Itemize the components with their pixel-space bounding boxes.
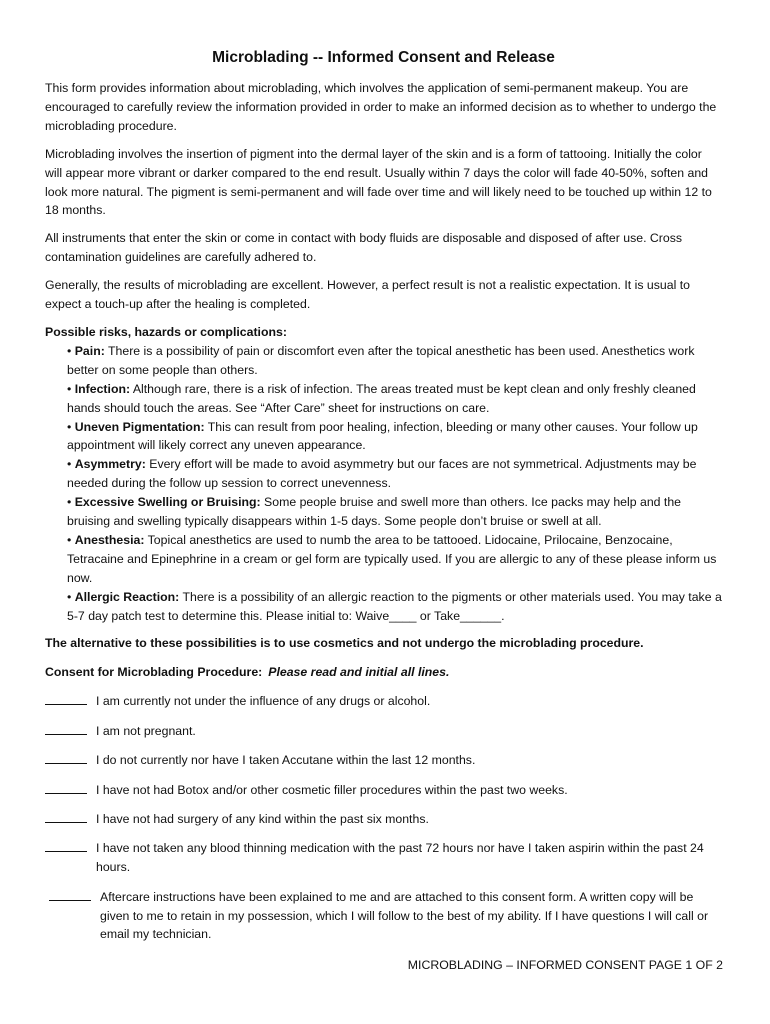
risk-text: There is a possibility of an allergic reaction to the pigments or other materials used. You may take a 5-7 day patch test to determine this. Please initial to: Waive____ or Take______. <box>67 589 722 623</box>
document-title: Microblading -- Informed Consent and Release <box>212 49 555 66</box>
risk-text: Although rare, there is a risk of infection. The areas treated must be kept clean and only freshly cleaned hands should touch the areas. See “After Care” sheet for instructions on care. <box>67 381 696 415</box>
risk-text: Some people bruise and swell more than others. Ice packs may help and the bruising and swelling typically disappears within 1-5 days. Some people don’t bruise or swell at all. <box>67 495 682 529</box>
consent-line-accutane <box>45 751 722 770</box>
page-footer: MICROBLADING – INFORMED CONSENT PAGE 1 OF 2 <box>407 958 723 972</box>
initial-blank[interactable] <box>45 692 87 705</box>
risk-item-swelling-bruising: • Excessive Swelling or Bruising: Some people bruise and swell more than others. Ice packs may help and the bruising and swelling typically disappears within 1-5 days. Some people don’t bruise or swell at all. <box>67 495 682 529</box>
risk-label: Infection: <box>74 381 131 396</box>
risk-item-anesthesia: • Anesthesia: Topical anesthetics are used to numb the area to be tattooed. Lidocaine, Prilocaine, Benzocaine, Tetracaine and Epinephrine in a cream or gel form are typically used. If you are allergic to any of these please inform us now. <box>67 532 717 585</box>
risk-text: Topical anesthetics are used to numb the area to be tattooed. Lidocaine, Prilocaine, Benzocaine, Tetracaine and Epinephrine in a cream or gel form are typically used. If you are allergic to any of these please inform us now. <box>67 532 717 585</box>
initial-blank[interactable] <box>45 751 87 764</box>
consent-line-blood-thinners <box>45 839 722 877</box>
consent-line-pregnant <box>45 722 722 741</box>
risk-label: Asymmetry: <box>74 457 146 472</box>
consent-line-drugs <box>45 692 722 711</box>
initial-blank[interactable] <box>45 810 87 823</box>
risk-item-pain: • Pain: There is a possibility of pain or discomfort even after the topical anesthetic has been used. Anesthetics work better on some people than others. <box>67 343 695 377</box>
consent-line-aftercare <box>49 888 722 945</box>
initial-blank[interactable] <box>45 781 87 794</box>
procedure-paragraph: Microblading involves the insertion of pigment into the dermal layer of the skin and is a form of tattooing. Initially the color will appear more vibrant or darker compared to the end result. Usually within 7 days the color will fade 40-50%, soften and look more natural. The pigment is semi-permanent and will fade over time and will likely need to be touched up within 12 to 18 months. <box>45 146 712 218</box>
risks-heading: Possible risks, hazards or complications: <box>45 324 287 339</box>
risk-item-asymmetry: • Asymmetry: Every effort will be made to avoid asymmetry but our faces are not symmetrical. Adjustments may be needed during the follow up session to correct unevenness. <box>67 457 697 491</box>
initial-blank[interactable] <box>49 888 91 901</box>
instruments-paragraph: All instruments that enter the skin or come in contact with body fluids are disposable and disposed of after use. Cross contamination guidelines are carefully adhered to. <box>45 231 683 265</box>
risk-label: Allergic Reaction: <box>74 589 180 604</box>
risk-label: Pain: <box>74 343 105 358</box>
initial-blank[interactable] <box>45 839 87 852</box>
consent-line-botox <box>45 781 722 800</box>
consent-line-text: Aftercare instructions have been explained to me and are attached to this consent form. A written copy will be given to me to retain in my possession, which I will follow to the best of my ability. If I have questions I will call or email my technician. <box>100 889 709 942</box>
risk-text: Every effort will be made to avoid asymmetry but our faces are not symmetrical. Adjustments may be needed during the follow up session to correct unevenness. <box>67 457 697 491</box>
risk-label: Excessive Swelling or Bruising: <box>74 495 261 510</box>
risk-label: Anesthesia: <box>74 532 145 547</box>
risk-item-uneven-pigmentation: • Uneven Pigmentation: This can result from poor healing, infection, bleeding or many other causes. Your follow up appointment will likely correct any uneven appearance. <box>67 419 698 453</box>
consent-label: Consent for Microblading Procedure: <box>45 665 263 680</box>
consent-heading <box>45 663 722 682</box>
risk-item-infection: • Infection: Although rare, there is a risk of infection. The areas treated must be kept clean and only freshly cleaned hands should touch the areas. See “After Care” sheet for instructions on care. <box>67 381 696 415</box>
consent-line-text: I have not taken any blood thinning medication with the past 72 hours nor have I taken aspirin within the past 24 hours. <box>96 841 704 875</box>
consent-instruction: Please read and initial all lines. <box>268 665 450 680</box>
consent-line-surgery <box>45 810 722 829</box>
risk-item-allergic-reaction: • Allergic Reaction: There is a possibility of an allergic reaction to the pigments or other materials used. You may take a 5-7 day patch test to determine this. Please initial to: Waive____ or Take______. <box>67 589 722 623</box>
intro-paragraph: This form provides information about microblading, which involves the application of semi-permanent makeup. You are encouraged to carefully review the information provided in order to make an informed decision as to whether to undergo the microblading procedure. <box>45 81 717 133</box>
consent-line-text: I am currently not under the influence of any drugs or alcohol. <box>96 694 431 709</box>
risk-text: This can result from poor healing, infection, bleeding or many other causes. Your follow up appointment will likely correct any uneven appearance. <box>67 419 698 453</box>
risks-list <box>45 342 722 626</box>
consent-line-text: I have not had Botox and/or other cosmetic filler procedures within the past two weeks. <box>96 782 568 797</box>
risk-label: Uneven Pigmentation: <box>74 419 205 434</box>
alternative-statement: The alternative to these possibilities is to use cosmetics and not undergo the microblading procedure. <box>45 636 644 651</box>
consent-line-text: I have not had surgery of any kind within the past six months. <box>96 811 429 826</box>
results-paragraph: Generally, the results of microblading are excellent. However, a perfect result is not a realistic expectation. It is usual to expect a touch-up after the healing is completed. <box>45 278 690 312</box>
consent-line-text: I do not currently nor have I taken Accutane within the last 12 months. <box>96 753 476 768</box>
initial-blank[interactable] <box>45 722 87 735</box>
consent-line-text: I am not pregnant. <box>96 723 196 738</box>
risk-text: There is a possibility of pain or discomfort even after the topical anesthetic has been used. Anesthetics work better on some people than others. <box>67 343 695 377</box>
